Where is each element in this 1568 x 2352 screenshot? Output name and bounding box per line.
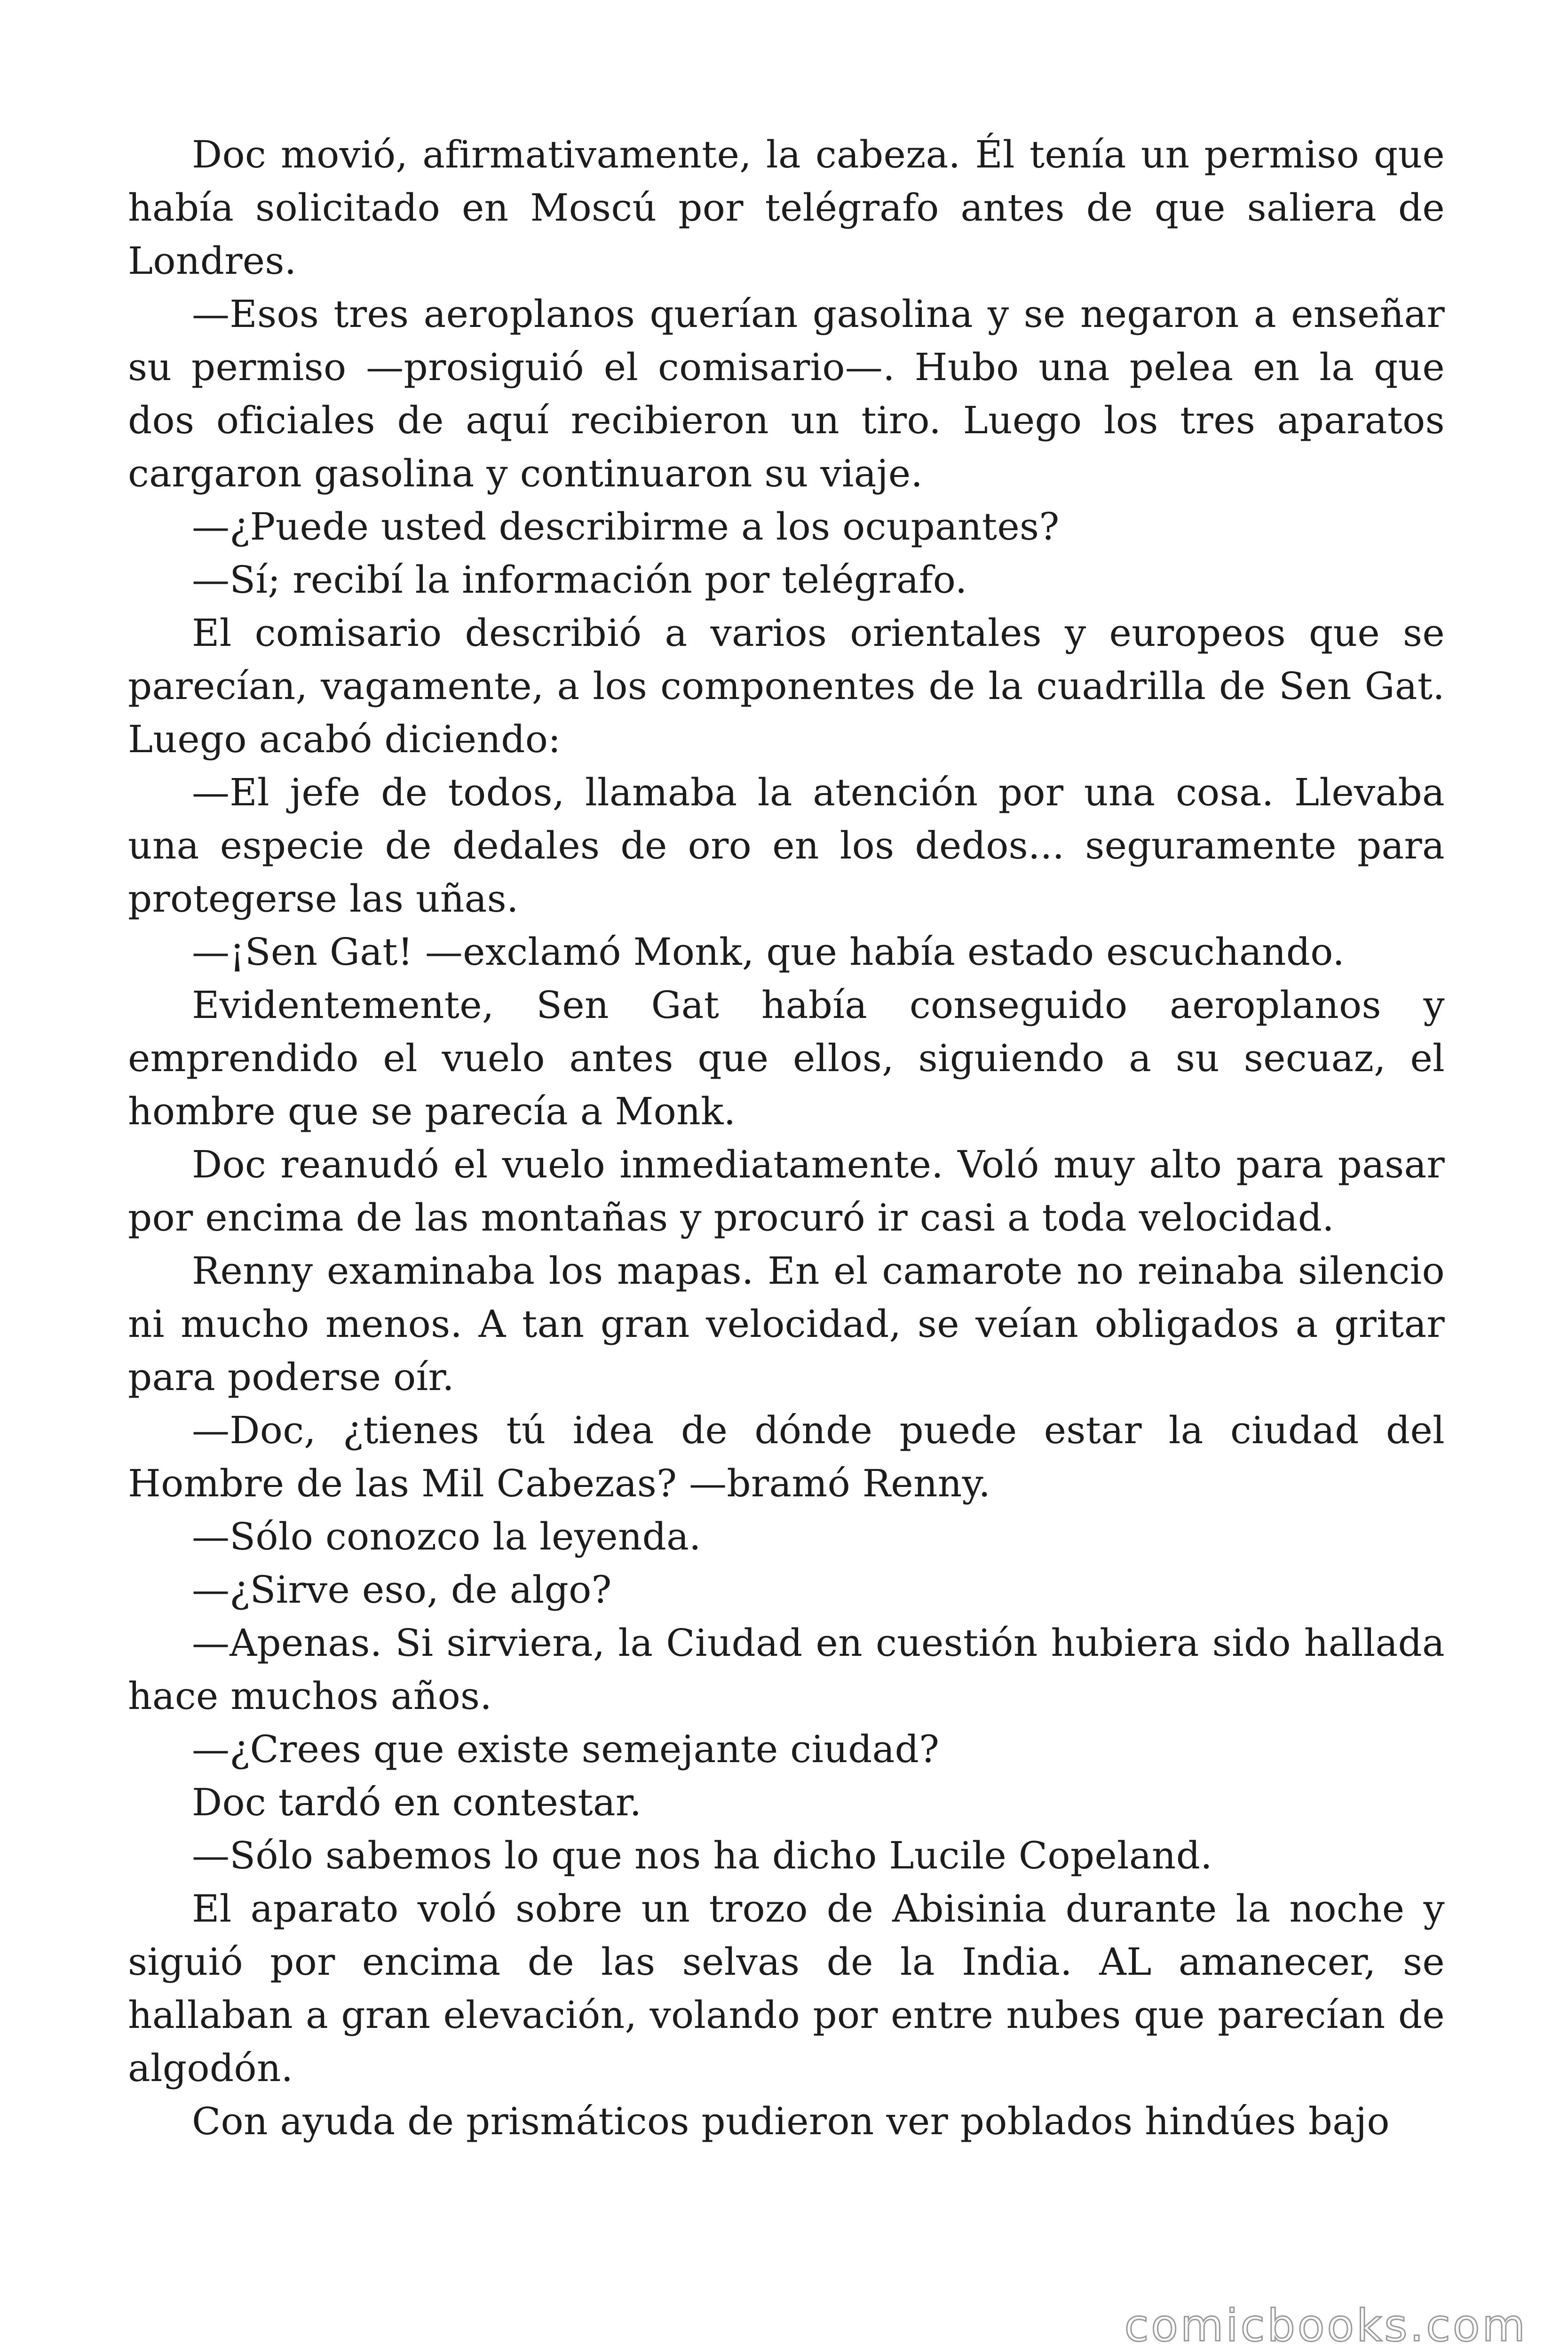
paragraph: El comisario describió a varios orientales y europeos que se parecían, vagamente, a los componentes de la cuadrilla de Sen Gat. Luego acabó diciendo: bbox=[128, 611, 1445, 761]
paragraph: Doc tardó en contestar. bbox=[192, 1780, 642, 1824]
paragraph: Doc movió, afirmativamente, la cabeza. Él tenía un permiso que había solicitado en Moscú por telégrafo antes de que saliera de Londres. bbox=[128, 133, 1445, 283]
paragraph: —¿Puede usted describirme a los ocupantes? bbox=[192, 505, 1060, 548]
paragraph: Doc reanudó el vuelo inmediatamente. Voló muy alto para pasar por encima de las montañas y procuró ir casi a toda velocidad. bbox=[128, 1143, 1445, 1240]
paragraph: —Sólo conozco la leyenda. bbox=[192, 1515, 701, 1558]
paragraph: —Sólo sabemos lo que nos ha dicho Lucile Copeland. bbox=[192, 1834, 1212, 1877]
paragraph: —El jefe de todos, llamaba la atención por una cosa. Llevaba una especie de dedales de oro en los dedos... seguramente para protegerse las uñas. bbox=[128, 771, 1445, 921]
paragraph: —¿Crees que existe semejante ciudad? bbox=[192, 1727, 940, 1771]
book-page-text bbox=[128, 128, 1445, 2148]
paragraph: El aparato voló sobre un trozo de Abisinia durante la noche y siguió por encima de las selvas de la India. AL amanecer, se hallaban a gran elevación, volando por entre nubes que parecían de algodón. bbox=[128, 1887, 1445, 2090]
paragraph: —Sí; recibí la información por telégrafo. bbox=[192, 558, 967, 602]
paragraph: —Apenas. Si sirviera, la Ciudad en cuestión hubiera sido hallada hace muchos años. bbox=[128, 1621, 1445, 1718]
paragraph: —¿Sirve eso, de algo? bbox=[192, 1568, 612, 1612]
paragraph: —Esos tres aeroplanos querían gasolina y se negaron a enseñar su permiso —prosiguió el comisario—. Hubo una pelea en la que dos oficiales de aquí recibieron un tiro. Luego los tres aparatos cargaron gasolina y continuaron su viaje. bbox=[128, 292, 1445, 495]
paragraph: Con ayuda de prismáticos pudieron ver poblados hindúes bajo bbox=[192, 2099, 1390, 2143]
paragraph: —Doc, ¿tienes tú idea de dónde puede estar la ciudad del Hombre de las Mil Cabezas? —bramó Renny. bbox=[128, 1408, 1445, 1505]
paragraph: Evidentemente, Sen Gat había conseguido aeroplanos y emprendido el vuelo antes que ellos, siguiendo a su secuaz, el hombre que se parecía a Monk. bbox=[128, 983, 1445, 1133]
site-watermark: comicbooks.com bbox=[1124, 2300, 1528, 2352]
paragraph: Renny examinaba los mapas. En el camarote no reinaba silencio ni mucho menos. A tan gran velocidad, se veían obligados a gritar para poderse oír. bbox=[128, 1249, 1445, 1399]
paragraph: —¡Sen Gat! —exclamó Monk, que había estado escuchando. bbox=[192, 930, 1345, 974]
